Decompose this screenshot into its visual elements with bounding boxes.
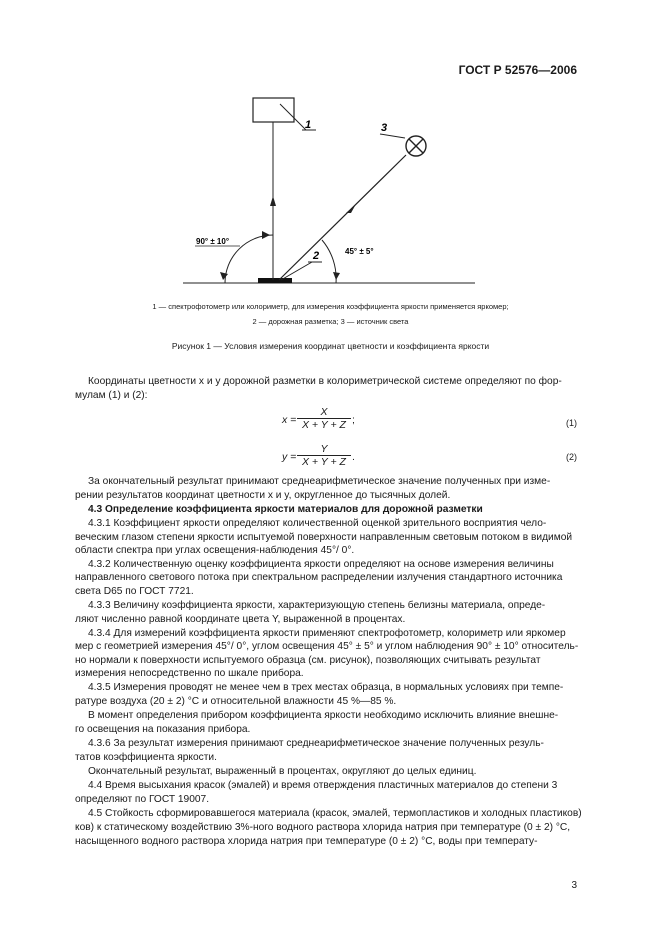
para-432-line3: света D65 по ГОСТ 7721. [75,586,194,597]
para-434-line3: но нормали к поверхности испытуемого образца (см. рисунок), позволяющих считывать результат [75,655,541,666]
eq1-tail: ; [352,414,355,426]
eq1-denominator: X + Y + Z [302,419,346,431]
para-45-line2: ков) к статическому воздействию 3%-ного водного раствора хлорида натрия при температуре (0 ± 2) °С, [75,822,571,833]
para-435-line2: ратуре воздуха (20 ± 2) °С и относительной влажности 45 %—85 %. [75,696,397,707]
eq2-lhs: y = [282,451,297,463]
para-44-line2: определяют по ГОСТ 19007. [75,794,210,805]
illumination-line [279,155,406,280]
para-436b-line1: Окончательный результат, выраженный в процентах, округляют до целых единиц. [88,766,477,777]
para-435-line1: 4.3.5 Измерения проводят не менее чем в трех местах образца, в нормальных условиях при темпе- [88,682,564,693]
eq1-lhs: x = [282,414,297,426]
para-45-line1: 4.5 Стойкость сформировавшегося материала (красок, эмалей, термопластиков и холодных пластиков) [88,808,582,819]
measurement-diagram [0,0,661,300]
eq1-fraction [297,406,351,431]
para-435b-line2: го освещения на показания прибора. [75,724,251,735]
para-435b-line1: В момент определения прибором коэффициента яркости необходимо исключить влияние внешне- [88,710,559,721]
heading-4-3: 4.3 Определение коэффициента яркости материалов для дорожной разметки [88,504,483,515]
para-432-line2: направленного светового потока при спектральном распределении излучения стандартного источника [75,572,563,583]
para-1-line2: мулам (1) и (2): [75,390,148,401]
eq1-numerator: X [297,406,351,419]
para-433-line1: 4.3.3 Величину коэффициента яркости, характеризующую степень белизны материала, опреде- [88,600,546,611]
para-2-line2: рении результатов координат цветности x и y, округленное до тысячных долей. [75,490,451,501]
figure-title: Рисунок 1 — Условия измерения координат цветности и коэффициента яркости [171,341,490,351]
eq2-tail: . [352,451,355,463]
angle-label-left: 90° ± 10° [196,237,230,246]
eq2-fraction [297,443,351,468]
figure-legend-line2: 2 — дорожная разметка; 3 — источник света [252,317,409,326]
road-marking-sample [258,278,292,283]
para-436-line2: татов коэффициента яркости. [75,752,217,763]
angle-label-right: 45° ± 5° [345,247,374,256]
eq2-denominator: X + Y + Z [302,456,346,468]
para-431-line3: области спектра при углах освещения-наблюдения 45°/ 0°. [75,545,355,556]
para-44-line1: 4.4 Время высыхания красок (эмалей) и время отверждения пластичных материалов до степени 3 [88,780,558,791]
page-number: 3 [571,880,577,891]
eq1-number: (1) [566,418,577,428]
photometer-box [253,98,294,122]
para-434-line4: измерения непосредственно по шкале прибора. [75,668,304,679]
angle-arc-right [322,240,336,283]
standard-header: ГОСТ Р 52576—2006 [458,63,577,77]
eq2-number: (2) [566,452,577,462]
para-436-line1: 4.3.6 За результат измерения принимают среднеарифметическое значение полученных резуль- [88,738,544,749]
label-2: 2 [313,250,320,262]
para-1-line1: Координаты цветности x и y дорожной разметки в колориметрической системе определяют по фор- [88,376,562,387]
figure-legend-line1: 1 — спектрофотометр или колориметр, для измерения коэффициента яркости применяется яркомер; [152,302,509,311]
para-434-line1: 4.3.4 Для измерений коэффициента яркости применяют спектрофотометр, колориметр или яркомер [88,628,566,639]
para-432-line1: 4.3.2 Количественную оценку коэффициента яркости определяют на основе измерения величины [88,559,554,570]
label-3: 3 [381,122,388,134]
para-431-line1: 4.3.1 Коэффициент яркости определяют количественной оценкой зрительного восприятия чело- [88,518,547,529]
label-1: 1 [305,119,312,131]
para-434-line2: мер с геометрией измерения 45°/ 0°, углом освещения 45° ± 5° и углом наблюдения 90° ± 10° относитель- [75,641,579,652]
para-2-line1: За окончательный результат принимают среднеарифметическое значение полученных при изме- [88,476,551,487]
para-433-line2: ляют численно равной координате цвета Y, выраженной в процентах. [75,614,406,625]
angle-arc-left [225,235,273,283]
observation-arrow [270,196,276,206]
illumination-arrow [346,204,356,213]
eq2-numerator: Y [297,443,351,456]
para-45-line3: насыщенного водного раствора хлорида натрия при температуре (0 ± 2) °С, воды при температу- [75,836,538,847]
para-431-line2: веческим глазом степени яркости испытуемой поверхности направленным световым потоком в видимой [75,532,573,543]
